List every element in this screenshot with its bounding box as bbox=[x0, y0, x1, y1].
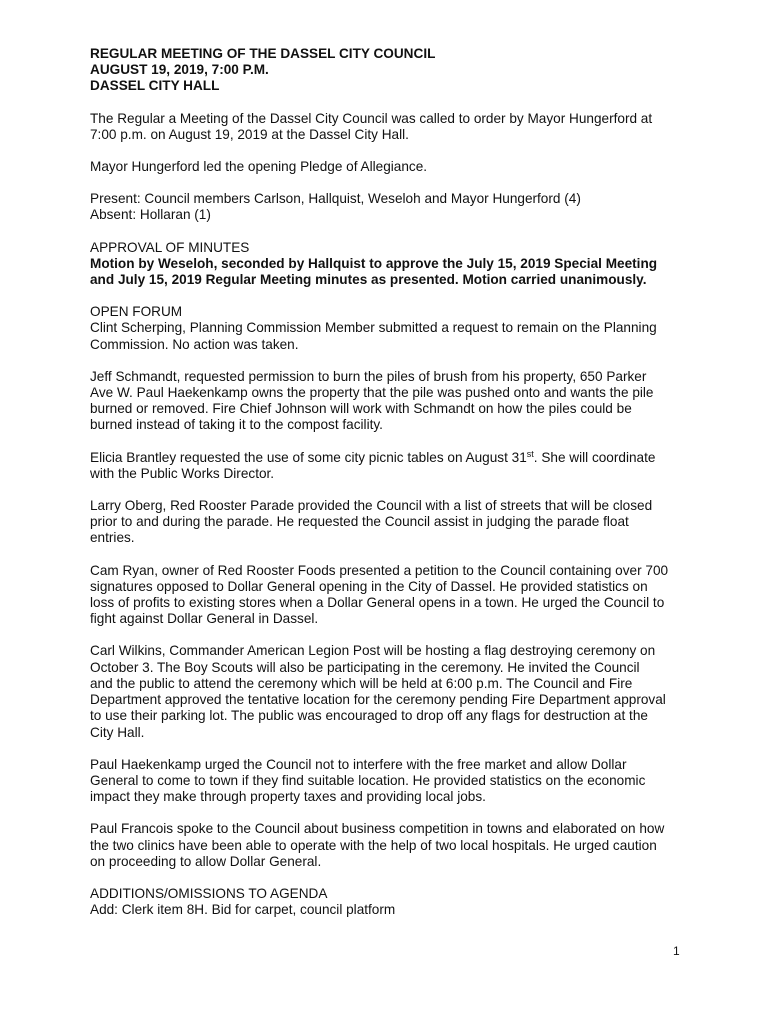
absent-line: Absent: Hollaran (1) bbox=[90, 207, 211, 223]
text-line: Clint Scherping, Planning Commission Member submitted a request to remain on the Planning bbox=[90, 320, 657, 336]
approval-of-minutes-section bbox=[90, 240, 690, 289]
text-line: loss of profits to existing stores when a Dollar General opens in a town. He urged the Council to bbox=[90, 595, 665, 611]
open-forum-francois bbox=[90, 821, 690, 870]
open-forum-wilkins bbox=[90, 643, 690, 740]
text-line: on proceeding to allow Dollar General. bbox=[90, 853, 322, 869]
open-forum-brantley bbox=[90, 450, 690, 482]
text-line: Add: Clerk item 8H. Bid for carpet, council platform bbox=[90, 902, 396, 918]
text-line: The Regular a Meeting of the Dassel City Council was called to order by Mayor Hungerford at bbox=[90, 110, 653, 126]
text-line: Department approved the tentative location for the ceremony pending Fire Department approval bbox=[90, 692, 666, 708]
motion-line: Motion by Weseloh, seconded by Hallquist to approve the July 15, 2019 Special Meeting bbox=[90, 255, 658, 271]
open-forum-scherping bbox=[90, 304, 690, 353]
text-line: Jeff Schmandt, requested permission to burn the piles of brush from his property, 650 Parker bbox=[90, 368, 647, 384]
text-line: City Hall. bbox=[90, 724, 145, 740]
text-segment: . She will coordinate bbox=[533, 449, 656, 465]
text-line: fight against Dollar General in Dassel. bbox=[90, 611, 319, 627]
text-line: 7:00 p.m. on August 19, 2019 at the Dassel City Hall. bbox=[90, 126, 409, 142]
text-line: entries. bbox=[90, 530, 135, 546]
header-title: REGULAR MEETING OF THE DASSEL CITY COUNCIL bbox=[90, 46, 436, 61]
text-line: to use their parking lot. The public was encouraged to drop off any flags for destruction at the bbox=[90, 708, 648, 724]
text-line: General to come to town if they find suitable location. He provided statistics on the economic bbox=[90, 772, 646, 788]
text-line: prior to and during the parade. He requested the Council assist in judging the parade float bbox=[90, 514, 629, 530]
ordinal-suffix: st bbox=[526, 448, 534, 459]
text-line: Commission. No action was taken. bbox=[90, 336, 299, 352]
text-line: and the public to attend the ceremony which will be held at 6:00 p.m. The Council and Fire bbox=[90, 675, 633, 691]
text-line: Carl Wilkins, Commander American Legion Post will be hosting a flag destroying ceremony on bbox=[90, 643, 656, 659]
text-line: Paul Haekenkamp urged the Council not to interfere with the free market and allow Dollar bbox=[90, 756, 627, 772]
text-line: burned or removed. Fire Chief Johnson will work with Schmandt on how the piles could be bbox=[90, 401, 632, 417]
text-line: Larry Oberg, Red Rooster Parade provided the Council with a list of streets that will be closed bbox=[90, 498, 653, 514]
section-heading: APPROVAL OF MINUTES bbox=[90, 239, 250, 255]
open-forum-oberg bbox=[90, 498, 690, 547]
text-line: burned instead of taking it to the compost facility. bbox=[90, 417, 383, 433]
section-heading: OPEN FORUM bbox=[90, 304, 183, 320]
text-line bbox=[90, 450, 690, 466]
pledge-paragraph bbox=[90, 159, 690, 175]
open-forum-haekenkamp bbox=[90, 757, 690, 806]
text-line: Paul Francois spoke to the Council about business competition in towns and elaborated on how bbox=[90, 821, 665, 837]
motion-line: and July 15, 2019 Regular Meeting minutes as presented. Motion carried unanimously. bbox=[90, 272, 647, 288]
attendance-paragraph bbox=[90, 191, 690, 223]
page-number: 1 bbox=[673, 944, 680, 958]
text-segment: Elicia Brantley requested the use of some city picnic tables on August 31 bbox=[90, 449, 527, 465]
text-line: Mayor Hungerford led the opening Pledge of Allegiance. bbox=[90, 159, 428, 175]
header-date: AUGUST 19, 2019, 7:00 P.M. bbox=[90, 62, 269, 78]
header-location: DASSEL CITY HALL bbox=[90, 78, 220, 94]
text-line: Cam Ryan, owner of Red Rooster Foods presented a petition to the Council containing over 700 bbox=[90, 562, 669, 578]
meeting-header bbox=[90, 46, 690, 95]
text-line: impact they make through property taxes and providing local jobs. bbox=[90, 789, 486, 805]
minutes-body bbox=[90, 46, 690, 934]
text-line: October 3. The Boy Scouts will also be participating in the ceremony. He invited the Council bbox=[90, 659, 640, 675]
section-heading: ADDITIONS/OMISSIONS TO AGENDA bbox=[90, 885, 328, 901]
present-line: Present: Council members Carlson, Hallquist, Weseloh and Mayor Hungerford (4) bbox=[90, 191, 581, 207]
open-forum-schmandt bbox=[90, 369, 690, 434]
text-line: signatures opposed to Dollar General opening in the City of Dassel. He provided statistics on bbox=[90, 578, 648, 594]
open-forum-ryan bbox=[90, 563, 690, 628]
call-to-order-paragraph bbox=[90, 111, 690, 143]
text-line: the two clinics have been able to operate with the help of two local hospitals. He urged caution bbox=[90, 837, 657, 853]
text-line: Ave W. Paul Haekenkamp owns the property that the pile was pushed onto and wants the pile bbox=[90, 385, 654, 401]
additions-omissions-section bbox=[90, 886, 690, 918]
text-line: with the Public Works Director. bbox=[90, 465, 275, 481]
